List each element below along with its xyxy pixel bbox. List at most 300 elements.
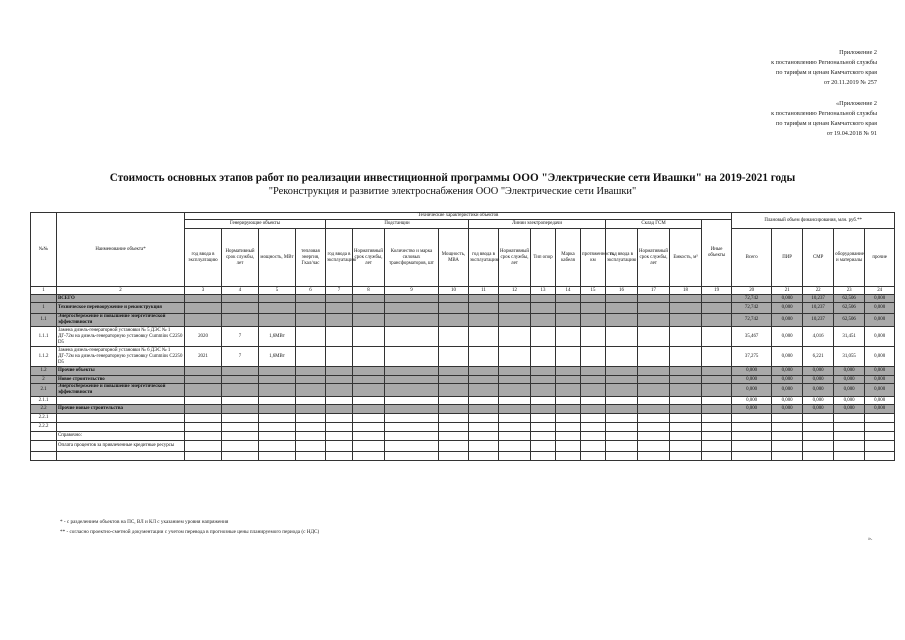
financing-cell — [732, 414, 772, 423]
financing-cell — [865, 452, 895, 461]
column-number: 19 — [702, 287, 732, 295]
tech-cell — [702, 367, 732, 376]
table-row — [31, 327, 895, 347]
tech-cell — [499, 414, 531, 423]
tech-cell — [469, 314, 499, 327]
tech-cell — [326, 384, 353, 397]
tech-cell — [439, 414, 469, 423]
tech-cell — [469, 367, 499, 376]
tech-cell — [638, 414, 670, 423]
financing-cell: 0,000 — [865, 405, 895, 414]
financing-cell — [732, 423, 772, 432]
header-fuel-storage: Склад ГСМ — [606, 220, 702, 229]
object-name — [57, 452, 185, 461]
tech-cell — [385, 423, 439, 432]
table-row — [31, 405, 895, 414]
tech-cell — [581, 303, 606, 314]
gen-cell — [222, 432, 259, 441]
gen-cell — [185, 423, 222, 432]
tech-cell — [638, 327, 670, 347]
tech-cell — [353, 397, 385, 405]
financing-cell — [865, 441, 895, 452]
tech-cell — [581, 295, 606, 303]
appendix-line: Приложение 2 — [839, 49, 877, 56]
tech-cell — [638, 441, 670, 452]
tech-cell — [581, 441, 606, 452]
financing-cell: 31,055 — [834, 347, 865, 367]
gen-cell — [296, 432, 326, 441]
tech-cell — [581, 423, 606, 432]
tech-cell — [606, 405, 638, 414]
table-row — [31, 347, 895, 367]
tech-cell — [638, 452, 670, 461]
tech-cell — [581, 405, 606, 414]
tech-cell — [531, 376, 556, 384]
tech-cell — [531, 314, 556, 327]
tech-cell — [581, 397, 606, 405]
table-row — [31, 367, 895, 376]
financing-cell: 0,000 — [732, 405, 772, 414]
tech-cell — [353, 384, 385, 397]
object-name: Энергосбережение и повышение энергетической эффективности — [57, 314, 185, 327]
column-number: 23 — [834, 287, 865, 295]
gen-cell — [259, 367, 296, 376]
financing-cell: 31,451 — [834, 327, 865, 347]
gen-cell — [185, 384, 222, 397]
tech-cell — [385, 452, 439, 461]
tech-cell — [638, 423, 670, 432]
tech-cell — [385, 441, 439, 452]
column-number: 16 — [606, 287, 638, 295]
tech-cell — [531, 347, 556, 367]
row-number: 1.1 — [31, 314, 57, 327]
tech-cell — [556, 376, 581, 384]
tech-cell — [606, 452, 638, 461]
gen-cell — [185, 397, 222, 405]
tech-cell — [670, 347, 702, 367]
table-row — [31, 397, 895, 405]
object-name — [57, 397, 185, 405]
financing-cell: 62,506 — [834, 295, 865, 303]
header-sub-year: год ввода в эксплуатацию — [326, 229, 353, 287]
row-number: 1 — [31, 303, 57, 314]
financing-cell — [732, 432, 772, 441]
header-gen-power: мощность, МВт — [259, 229, 296, 287]
tech-cell — [385, 295, 439, 303]
header-gen-heat: тепловая энергия, Гкал/час — [296, 229, 326, 287]
gen-cell — [296, 303, 326, 314]
gen-cell — [259, 314, 296, 327]
tech-cell — [499, 405, 531, 414]
column-number: 2 — [57, 287, 185, 295]
tech-cell — [638, 405, 670, 414]
header-lines: Линии электропередачи — [469, 220, 606, 229]
gen-cell — [296, 327, 326, 347]
financing-cell: 0,000 — [803, 367, 834, 376]
tech-cell — [606, 314, 638, 327]
tech-cell — [638, 384, 670, 397]
tech-cell — [702, 314, 732, 327]
financing-cell: 0,000 — [772, 295, 803, 303]
tech-cell — [531, 432, 556, 441]
appendix-header-current — [771, 48, 877, 88]
tech-cell — [670, 314, 702, 327]
tech-cell — [670, 432, 702, 441]
financing-cell: 72,742 — [732, 295, 772, 303]
gen-cell — [185, 303, 222, 314]
tech-cell — [469, 397, 499, 405]
tech-cell — [638, 367, 670, 376]
financing-cell: 62,506 — [834, 303, 865, 314]
tech-cell — [469, 295, 499, 303]
tech-cell — [556, 397, 581, 405]
tech-cell — [556, 314, 581, 327]
tech-cell — [670, 295, 702, 303]
column-number: 21 — [772, 287, 803, 295]
financing-cell: 0,000 — [865, 384, 895, 397]
gen-cell — [185, 441, 222, 452]
tech-cell — [439, 423, 469, 432]
row-number: 2.1 — [31, 384, 57, 397]
tech-cell — [385, 432, 439, 441]
tech-cell — [581, 384, 606, 397]
table-row — [31, 303, 895, 314]
gen-cell — [259, 432, 296, 441]
object-name: Новое строительство — [57, 376, 185, 384]
table-body — [31, 287, 895, 461]
financing-cell: 0,000 — [834, 405, 865, 414]
tech-cell — [581, 327, 606, 347]
tech-cell — [353, 327, 385, 347]
object-name: ВСЕГО — [57, 295, 185, 303]
tech-cell — [638, 397, 670, 405]
tech-cell — [326, 303, 353, 314]
tech-cell — [606, 367, 638, 376]
tech-cell — [702, 405, 732, 414]
header-fuel-year: год ввода в эксплуатацию — [606, 229, 638, 287]
tech-cell — [581, 432, 606, 441]
tech-cell — [439, 376, 469, 384]
gen-cell — [185, 405, 222, 414]
header-sub-power: Мощность, МВА — [439, 229, 469, 287]
tech-cell — [469, 327, 499, 347]
tech-cell — [702, 414, 732, 423]
financing-cell: 72,742 — [732, 314, 772, 327]
financing-cell: 0,000 — [772, 327, 803, 347]
gen-cell — [296, 367, 326, 376]
financing-cell: 0,000 — [772, 376, 803, 384]
tech-cell — [439, 303, 469, 314]
financing-cell: 0,000 — [732, 376, 772, 384]
tech-cell — [439, 452, 469, 461]
tech-cell — [531, 405, 556, 414]
tech-cell — [670, 414, 702, 423]
row-number: 2 — [31, 376, 57, 384]
column-number: 18 — [670, 287, 702, 295]
header-sub-transformers: Количество и марка силовых трансформаторов, шт — [385, 229, 439, 287]
tech-cell — [385, 303, 439, 314]
financing-cell: 0,000 — [772, 347, 803, 367]
tech-cell — [353, 347, 385, 367]
footnote-1: * - с разделением объектов на ПС, ВЛ и КЛ с указанием уровня напряжения — [60, 519, 229, 525]
tech-cell — [606, 347, 638, 367]
tech-cell — [702, 397, 732, 405]
tech-cell — [606, 397, 638, 405]
tech-cell — [439, 432, 469, 441]
financing-cell — [772, 414, 803, 423]
tech-cell — [439, 384, 469, 397]
column-number: 11 — [469, 287, 499, 295]
financing-cell: 0,000 — [732, 367, 772, 376]
tech-cell — [531, 452, 556, 461]
tech-cell — [326, 376, 353, 384]
tech-cell — [499, 397, 531, 405]
gen-cell — [222, 384, 259, 397]
tech-cell — [385, 367, 439, 376]
gen-cell — [222, 441, 259, 452]
column-number: 12 — [499, 287, 531, 295]
tech-cell — [499, 423, 531, 432]
tech-cell — [469, 441, 499, 452]
tech-cell — [469, 405, 499, 414]
financing-cell — [803, 423, 834, 432]
table-row — [31, 423, 895, 432]
object-name: Техническое перевооружение и реконструкция — [57, 303, 185, 314]
gen-cell — [296, 376, 326, 384]
tech-cell — [556, 414, 581, 423]
tech-cell — [670, 367, 702, 376]
gen-cell — [296, 384, 326, 397]
tech-cell — [638, 314, 670, 327]
tech-cell — [499, 303, 531, 314]
row-number: 2.2.1 — [31, 414, 57, 423]
tech-cell — [581, 347, 606, 367]
tech-cell — [469, 384, 499, 397]
financing-cell — [834, 441, 865, 452]
tech-cell — [556, 295, 581, 303]
financing-cell: 0,000 — [865, 347, 895, 367]
table-row — [31, 432, 895, 441]
row-number: 2.2.2 — [31, 423, 57, 432]
financing-cell: 0,000 — [865, 295, 895, 303]
financing-cell: 0,000 — [803, 397, 834, 405]
header-num: №№ — [31, 213, 57, 287]
financing-cell — [803, 414, 834, 423]
tech-cell — [670, 441, 702, 452]
tech-cell — [326, 405, 353, 414]
tech-cell — [638, 295, 670, 303]
header-fin-total: Всего — [732, 229, 772, 287]
table-row — [31, 295, 895, 303]
column-number: 14 — [556, 287, 581, 295]
table-row — [31, 441, 895, 452]
tech-cell — [638, 303, 670, 314]
column-number: 1 — [31, 287, 57, 295]
tech-cell — [702, 376, 732, 384]
tech-cell — [439, 295, 469, 303]
financing-cell: 0,000 — [865, 327, 895, 347]
tech-cell — [499, 432, 531, 441]
gen-cell — [185, 414, 222, 423]
financing-cell: 72,742 — [732, 303, 772, 314]
column-number: 13 — [531, 287, 556, 295]
financing-cell — [834, 432, 865, 441]
financing-cell: 0,000 — [772, 405, 803, 414]
financing-cell — [803, 432, 834, 441]
gen-cell — [222, 314, 259, 327]
tech-cell — [638, 347, 670, 367]
tech-cell — [581, 314, 606, 327]
tech-cell — [556, 423, 581, 432]
tech-cell — [670, 376, 702, 384]
tech-cell — [469, 347, 499, 367]
tech-cell — [670, 423, 702, 432]
financing-cell: 0,000 — [834, 367, 865, 376]
gen-cell — [222, 295, 259, 303]
appendix-line: к постановлению Региональной службы — [771, 110, 877, 117]
gen-cell — [222, 367, 259, 376]
tech-cell — [670, 397, 702, 405]
column-number: 17 — [638, 287, 670, 295]
tech-cell — [326, 327, 353, 347]
financing-cell: 35,467 — [732, 327, 772, 347]
gen-cell — [259, 376, 296, 384]
tech-cell — [353, 303, 385, 314]
tech-cell — [581, 452, 606, 461]
investment-program-table — [30, 212, 895, 461]
tech-cell — [556, 432, 581, 441]
tech-cell — [326, 423, 353, 432]
column-number: 3 — [185, 287, 222, 295]
row-number: 1.1.1 — [31, 327, 57, 347]
object-name: Энергосбережение и повышение энергетической эффективности — [57, 384, 185, 397]
financing-cell: 0,000 — [772, 367, 803, 376]
financing-cell: 0,000 — [834, 384, 865, 397]
object-name: Замена дизель-генераторной установки № 6 ДЭС № 1 ДГ-72м на дизель-генераторную установку Cummins C2250 D5 — [57, 347, 185, 367]
header-line-year: год ввода в эксплуатацию — [469, 229, 499, 287]
gen-cell — [259, 397, 296, 405]
object-name — [57, 414, 185, 423]
column-number: 8 — [353, 287, 385, 295]
tech-cell — [702, 295, 732, 303]
tech-cell — [606, 384, 638, 397]
tech-cell — [606, 432, 638, 441]
object-name: Справочно: — [57, 432, 185, 441]
tech-cell — [353, 432, 385, 441]
financing-cell: 0,000 — [865, 303, 895, 314]
tech-cell — [439, 367, 469, 376]
tech-cell — [638, 432, 670, 441]
gen-cell — [185, 452, 222, 461]
column-number: 15 — [581, 287, 606, 295]
tech-cell — [702, 441, 732, 452]
gen-cell — [259, 414, 296, 423]
header-line-life: Нормативный срок службы, лет — [499, 229, 531, 287]
gen-cell — [296, 441, 326, 452]
financing-cell: 0,000 — [732, 397, 772, 405]
gen-cell — [185, 314, 222, 327]
tech-cell — [556, 303, 581, 314]
header-financing: Плановый объем финансирования, млн. руб.** — [732, 213, 895, 229]
tech-cell — [499, 441, 531, 452]
tech-cell — [638, 376, 670, 384]
gen-cell: 1,6МВт — [259, 327, 296, 347]
header-fin-other: прочие — [865, 229, 895, 287]
header-name: Наименование объекта* — [57, 213, 185, 287]
gen-cell — [259, 452, 296, 461]
tech-cell — [326, 314, 353, 327]
row-number — [31, 441, 57, 452]
gen-cell — [222, 423, 259, 432]
gen-cell — [296, 405, 326, 414]
tech-cell — [702, 327, 732, 347]
object-name: Прочие объекты — [57, 367, 185, 376]
tech-cell — [556, 367, 581, 376]
gen-cell — [222, 376, 259, 384]
header-line-support: Тип опор — [531, 229, 556, 287]
tech-cell — [353, 423, 385, 432]
tech-cell — [353, 405, 385, 414]
gen-cell — [222, 303, 259, 314]
table-row — [31, 314, 895, 327]
tech-cell — [353, 452, 385, 461]
appendix-line: к постановлению Региональной службы — [771, 59, 877, 66]
header-line-cable: Марка кабеля — [556, 229, 581, 287]
tech-cell — [385, 414, 439, 423]
header-gen-life: Нормативный срок службы, лет — [222, 229, 259, 287]
tech-cell — [326, 295, 353, 303]
tech-cell — [439, 314, 469, 327]
object-name: Прочие новые строительства — [57, 405, 185, 414]
gen-cell — [296, 314, 326, 327]
tech-cell — [556, 327, 581, 347]
tech-cell — [499, 376, 531, 384]
appendix-line: по тарифам и ценам Камчатского края — [776, 120, 877, 127]
tech-cell — [499, 384, 531, 397]
financing-cell — [772, 423, 803, 432]
tech-cell — [326, 414, 353, 423]
header-generating: Генерирующие объекты — [185, 220, 326, 229]
tech-cell — [385, 314, 439, 327]
header-substations: Подстанции — [326, 220, 469, 229]
tech-cell — [556, 384, 581, 397]
column-number: 9 — [385, 287, 439, 295]
tech-cell — [531, 397, 556, 405]
financing-cell: 0,000 — [834, 397, 865, 405]
tech-cell — [385, 384, 439, 397]
tech-cell — [469, 414, 499, 423]
tech-cell — [606, 303, 638, 314]
tech-cell — [326, 347, 353, 367]
appendix-line: по тарифам и ценам Камчатского края — [776, 69, 877, 76]
tech-cell — [353, 414, 385, 423]
table-row — [31, 414, 895, 423]
tech-cell — [556, 347, 581, 367]
financing-cell: 0,000 — [772, 303, 803, 314]
appendix-header-previous — [771, 99, 877, 139]
row-number: 1.1.2 — [31, 347, 57, 367]
financing-cell: 10,237 — [803, 303, 834, 314]
tech-cell — [702, 452, 732, 461]
header-fin-equipment: оборудование и материалы — [834, 229, 865, 287]
tech-cell — [385, 327, 439, 347]
financing-cell — [834, 423, 865, 432]
gen-cell — [259, 384, 296, 397]
table-row — [31, 376, 895, 384]
header-tech-chars: Технические характеристики объектов — [185, 213, 732, 220]
tech-cell — [531, 303, 556, 314]
financing-cell: 10,237 — [803, 295, 834, 303]
